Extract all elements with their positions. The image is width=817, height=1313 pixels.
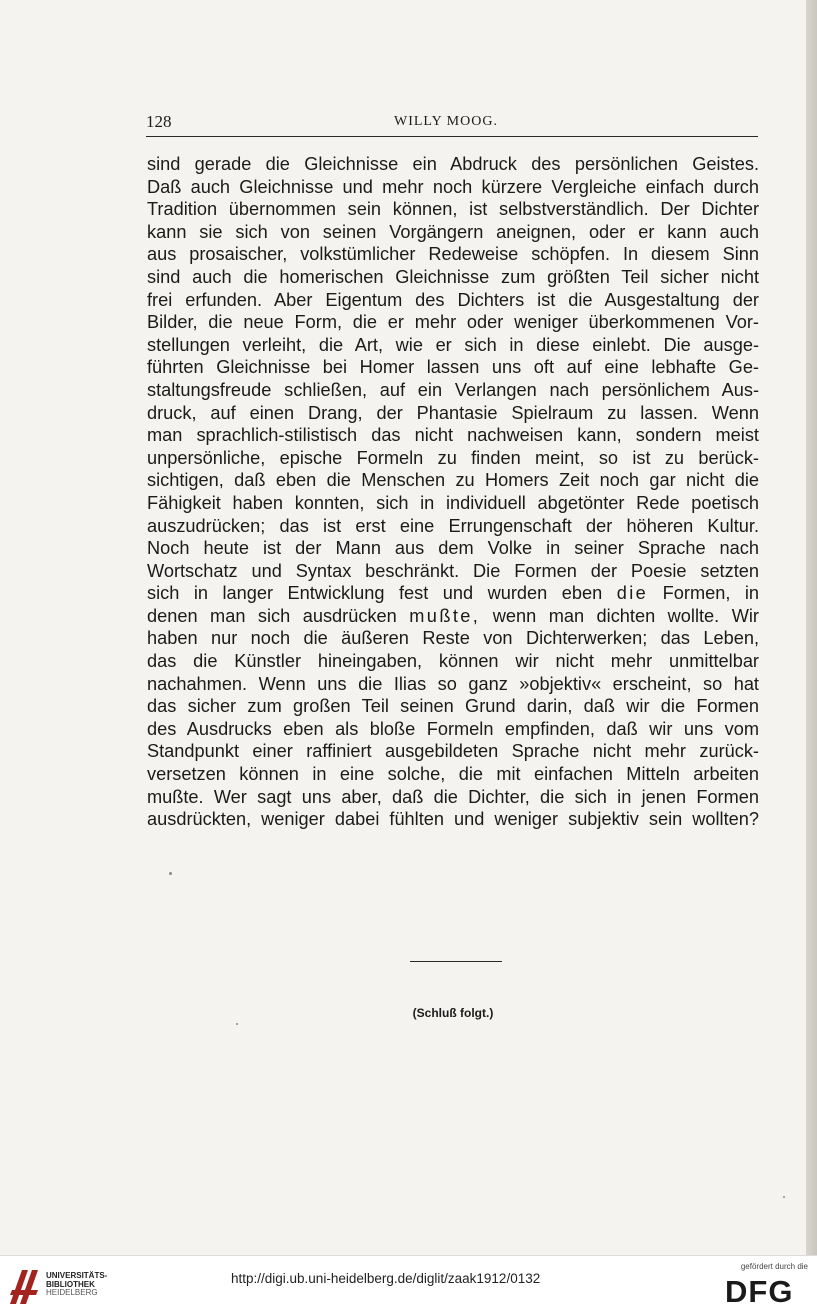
page-number: 128	[146, 112, 172, 131]
text-line: des Ausdrucks eben als bloße Formeln empfinden, daß wir uns vom	[147, 718, 759, 739]
text-line: frei erfunden. Aber Eigentum des Dichters ist die Ausgestaltung der	[147, 289, 759, 310]
university-library-logo-icon[interactable]	[8, 1264, 42, 1306]
text-line: Standpunkt einer raffiniert ausgebildeten Sprache nicht mehr zurück-	[147, 741, 759, 762]
text-line: unpersönliche, epische Formeln zu finden meint, so ist zu berück-	[147, 447, 759, 468]
text-line: haben nur noch die äußeren Reste von Dichterwerken; das Leben,	[147, 628, 759, 649]
text-fragment: sich in langer Entwicklung fest und wurden eben	[147, 583, 603, 604]
text-line: sichtigen, daß eben die Menschen zu Homers Zeit noch gar nicht die	[147, 470, 759, 491]
text-line: sind auch die homerischen Gleichnisse zum größten Teil sicher nicht	[147, 266, 759, 287]
text-line: das die Künstler hineingaben, können wir nicht mehr unmittelbar	[147, 651, 759, 672]
text-line: sind gerade die Gleichnisse ein Abdruck des persönlichen Geistes.	[147, 154, 759, 174]
emphasis-text: die	[616, 583, 649, 604]
text-line: ausdrückten, weniger dabei fühlten und weniger subjektiv sein wollten?	[147, 809, 759, 830]
text-fragment: Formen, in	[662, 583, 760, 604]
text-line-mixed	[147, 605, 759, 628]
scan-speck	[169, 872, 172, 875]
text-line: nachahmen. Wenn uns die Ilias so ganz »objektiv« erscheint, so hat	[147, 673, 759, 694]
text-line: Tradition übernommen sein können, ist selbstverständlich. Der Dichter	[147, 199, 759, 220]
text-line: man sprachlich-stilistisch das nicht nachweisen kann, sondern meist	[147, 425, 759, 446]
text-line: das sicher zum großen Teil seinen Grund darin, daß wir die Formen	[147, 696, 759, 717]
text-fragment: wenn man dichten wollte. Wir	[492, 605, 759, 626]
scan-speck	[236, 1023, 238, 1025]
viewer-footer	[0, 1255, 817, 1313]
library-name-line: BIBLIOTHEK	[46, 1279, 95, 1289]
page-edge-shadow	[806, 0, 817, 1255]
text-line: Noch heute ist der Mann aus dem Volke in seiner Sprache nach	[147, 538, 759, 559]
sponsor-caption: gefördert durch die	[740, 1262, 808, 1271]
scan-speck	[783, 1196, 785, 1198]
text-line: stellungen verleiht, die Art, wie er sich in diese einlebt. Die ausge-	[147, 334, 759, 355]
body-text	[147, 153, 760, 1020]
library-name-line: HEIDELBERG	[46, 1288, 98, 1297]
permalink-url[interactable]: http://digi.ub.uni-heidelberg.de/diglit/zaak1912/0132	[231, 1271, 541, 1286]
text-line: versetzen können in eine solche, die mit einfachen Mitteln arbeiten	[147, 764, 759, 785]
text-line-mixed	[147, 582, 759, 605]
page-header	[146, 112, 758, 137]
text-line: Bilder, die neue Form, die er mehr oder weniger überkommenen Vor-	[147, 312, 759, 333]
text-line: mußte. Wer sagt uns aber, daß die Dichter, die sich in jenen Formen	[147, 786, 759, 807]
text-line: kann sie sich von seinen Vorgängern aneignen, oder er kann auch	[147, 221, 759, 242]
text-line: druck, auf einen Drang, der Phantasie Spielraum zu lassen. Wenn	[147, 402, 759, 423]
text-line: führten Gleichnisse bei Homer lassen uns oft auf eine lebhafte Ge-	[147, 357, 759, 378]
end-rule-divider	[410, 961, 502, 962]
text-line: staltungsfreude schließen, auf ein Verlangen nach persönlichem Aus-	[147, 379, 759, 400]
text-line: Daß auch Gleichnisse und mehr noch kürzere Vergleiche einfach durch	[147, 176, 759, 197]
dfg-logo[interactable]: DFG	[725, 1274, 794, 1309]
running-head: WILLY MOOG.	[394, 114, 498, 129]
text-line: auszudrücken; das ist erst eine Errungenschaft der höheren Kultur.	[147, 515, 759, 536]
text-fragment: denen man sich ausdrücken	[147, 605, 397, 626]
continuation-note: (Schluß folgt.)	[412, 1006, 494, 1020]
library-name-line: UNIVERSITÄTS-	[46, 1271, 108, 1280]
text-line: aus prosaischer, volkstümlicher Redeweise schöpfen. In diesem Sinn	[147, 244, 759, 265]
emphasis-text: mußte,	[409, 605, 481, 626]
text-line: Fähigkeit haben konnten, sich in individuell abgetönter Rede poetisch	[147, 492, 759, 513]
text-line: Wortschatz und Syntax beschränkt. Die Formen der Poesie setzten	[147, 560, 759, 581]
library-name	[46, 1272, 107, 1298]
